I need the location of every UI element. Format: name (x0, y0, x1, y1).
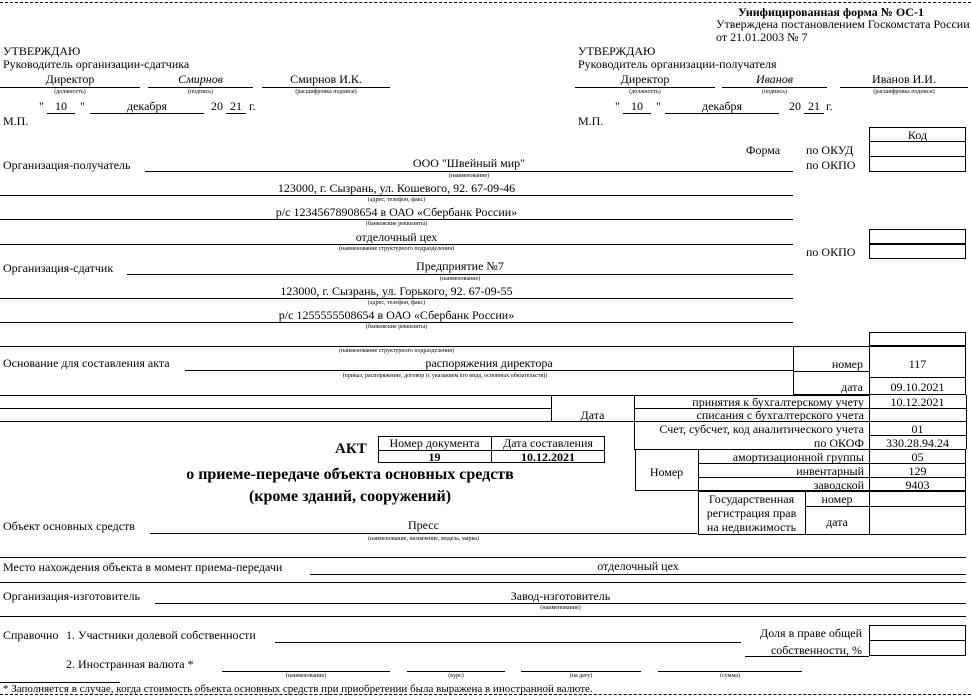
okof-label: по ОКОФ (813, 436, 864, 450)
numbers-label: Номер (649, 465, 684, 479)
factory-value: 9403 (905, 478, 930, 492)
manufacturer-value: Завод-изготовитель (510, 589, 611, 603)
form-label: Форма (746, 143, 781, 157)
receiver-department: отделочный цех (355, 230, 438, 244)
act-title: АКТ (335, 441, 367, 457)
top-border (0, 2, 971, 3)
account-label: Счет, субсчет, код аналитического учета (659, 422, 864, 436)
registration-label-1: Государственная (708, 492, 795, 506)
approve-right-day: 10 (631, 99, 643, 113)
approved-line-2: от 21.01.2003 № 7 (716, 30, 808, 44)
sender-cap-department: (наименование структурного подразделения) (338, 348, 454, 354)
approve-left-year: 21 (230, 99, 242, 113)
basis-date-label: дата (841, 380, 863, 394)
object-caption: (наименование, назначение, модель, марка) (368, 536, 479, 542)
reference-item-2: 2. Иностранная валюта * (66, 657, 194, 671)
accept-label: принятия к бухгалтерскому учету (692, 395, 864, 409)
registration-label-2: регистрация прав (706, 506, 797, 520)
footnote: * Заполняется в случае, когда стоимость объекта основных средств при приобретении была выражена в иностранной валюте. (3, 683, 593, 695)
sender-label: Организация-сдатчик (3, 261, 114, 275)
approve-left-year-suffix: г. (249, 99, 256, 113)
approve-left-signature: Смирнов (178, 72, 223, 86)
approve-right-month: декабря (701, 99, 743, 113)
approve-left-cap-name: (расшифровка подписи) (295, 89, 357, 95)
registration-label-3: на недвижимость (706, 520, 797, 534)
receiver-label: Организация-получатель (3, 158, 131, 172)
sender-cap-bank: (банковские реквизиты) (365, 324, 428, 330)
receiver-address: 123000, г. Сызрань, ул. Кошевого, 92. 67-09-46 (277, 181, 516, 195)
approve-right-signature: Иванов (756, 72, 793, 86)
approve-right-cap-signature: (подпись) (762, 89, 787, 95)
receiver-cap-bank: (банковские реквизиты) (365, 221, 428, 227)
currency-cap-rate: (курс) (448, 673, 464, 679)
share-label-1: Доля в праве общей (760, 626, 862, 640)
approve-right-subtitle: Руководитель организации-получателя (578, 57, 777, 71)
registration-date-label: дата (826, 515, 848, 529)
approve-right-mp: М.П. (578, 114, 604, 128)
okof-value: 330.28.94.24 (886, 436, 949, 450)
accept-date: 10.12.2021 (890, 395, 945, 409)
approve-right-year-prefix: 20 (789, 99, 801, 113)
receiver-name: ООО "Швейный мир" (412, 156, 526, 170)
doc-number-label: Номер документа (389, 436, 480, 450)
approve-right-heading: УТВЕРЖДАЮ (578, 44, 656, 58)
reference-item-1: 1. Участники долевой собственности (66, 628, 256, 642)
basis-label: Основание для составления акта (3, 356, 170, 370)
currency-cap-date: (на дату) (569, 673, 593, 679)
currency-cap-name: (наименование) (285, 673, 327, 679)
doc-date: 10.12.2021 (521, 450, 575, 464)
act-subtitle-2: (кроме зданий, сооружений) (248, 488, 452, 505)
reference-label: Справочно (3, 628, 59, 642)
sender-cap-name: (наименование) (439, 276, 481, 282)
receiver-cap-address: (адрес, телефон, факс) (367, 197, 426, 203)
approve-left-month: декабря (126, 99, 168, 113)
approve-left-cap-signature: (подпись) (188, 89, 213, 95)
basis-date: 09.10.2021 (890, 380, 945, 394)
receiver-bank: р/с 12345678908654 в ОАО «Сбербанк России» (275, 205, 518, 219)
basis-number-label: номер (831, 357, 863, 371)
doc-date-label: Дата составления (503, 436, 593, 450)
approve-right-cap-position: (должность) (629, 89, 661, 95)
share-label-2: собственности, % (770, 643, 862, 657)
amort-label: амортизационной группы (732, 450, 864, 464)
approve-right-name: Иванов И.И. (872, 72, 936, 86)
manufacturer-caption: (наименование) (540, 605, 581, 611)
inv-value: 129 (908, 464, 927, 478)
inv-label: инвентарный (796, 464, 864, 478)
form-title: Унифицированная форма № ОС-1 (738, 5, 924, 19)
dates-label: Дата (580, 408, 605, 422)
approved-line-1: Утверждена постановлением Госкомстата России (716, 17, 970, 31)
object-label: Объект основных средств (3, 519, 135, 533)
approve-left-heading: УТВЕРЖДАЮ (3, 44, 81, 58)
sender-name: Предприятие №7 (416, 259, 504, 273)
location-value: отделочный цех (597, 559, 679, 573)
location-label: Место нахождения объекта в момент приема-передачи (3, 560, 283, 574)
approve-right-year-suffix: г. (826, 99, 833, 113)
approve-left-day: 10 (55, 99, 67, 113)
account-value: 01 (911, 422, 924, 436)
writeoff-label: списания с бухгалтерского учета (696, 408, 864, 422)
approve-left-name: Смирнов И.К. (290, 72, 362, 86)
basis-caption: (приказ, распоряжение, договор (с указанием его вида, основных обязательств)) (342, 373, 548, 379)
approve-right-year: 21 (808, 99, 820, 113)
code-header: Код (907, 128, 928, 142)
sender-address: 123000, г. Сызрань, ул. Горького, 92. 67-09-55 (280, 284, 513, 298)
amort-value: 05 (911, 450, 924, 464)
act-subtitle-1: о приеме-передаче объекта основных средств (186, 466, 514, 483)
basis-number: 117 (908, 357, 927, 371)
sender-bank: р/с 1255555508654 в ОАО «Сбербанк России» (278, 308, 515, 322)
receiver-cap-name: (наименование) (448, 173, 490, 179)
okpo-label: по ОКПО (806, 158, 856, 172)
basis-value: распоряжения директора (425, 356, 553, 370)
currency-cap-sum: (сумма) (720, 673, 740, 679)
okud-label: по ОКУД (806, 143, 854, 157)
approve-left-subtitle: Руководитель организации-сдатчика (3, 57, 190, 71)
okpo2-label: по ОКПО (806, 245, 856, 259)
receiver-cap-department: (наименование структурного подразделения) (338, 246, 454, 252)
approve-right-position: Директор (620, 72, 670, 86)
approve-left-year-prefix: 20 (211, 99, 223, 113)
approve-left-cap-position: (должность) (54, 89, 86, 95)
approve-right-cap-name: (расшифровка подписи) (873, 89, 935, 95)
doc-number: 19 (428, 450, 441, 464)
approve-left-mp: М.П. (3, 114, 29, 128)
sender-cap-address: (адрес, телефон, факс) (367, 300, 426, 306)
registration-number-label: номер (821, 492, 853, 506)
factory-label: заводской (813, 478, 864, 492)
object-value: Пресс (408, 518, 439, 532)
manufacturer-label: Организация-изготовитель (3, 589, 141, 603)
approve-left-position: Директор (45, 72, 95, 86)
